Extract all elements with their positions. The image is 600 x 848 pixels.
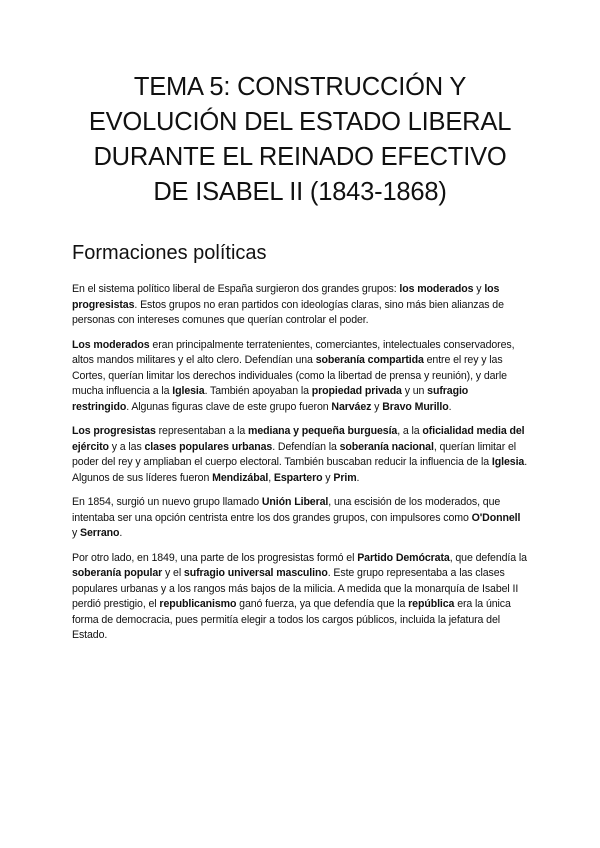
bold-term: república bbox=[408, 598, 455, 610]
bold-term: los progresistas bbox=[72, 283, 500, 311]
text-run: . También apoyaban la bbox=[204, 385, 312, 397]
bold-term: clases populares urbanas bbox=[144, 440, 273, 453]
text-run: . Defendían la bbox=[272, 440, 340, 453]
title-line-2: EVOLUCIÓN DEL ESTADO LIBERAL bbox=[88, 108, 512, 136]
text-run: ganó fuerza, ya que defendía que la bbox=[236, 598, 409, 610]
text-run: . bbox=[448, 400, 452, 413]
text-run: entre el rey y las Cortes, querían limitar los derechos individuales (como la libertad de prensa y reunión), y darle mucha influencia a la bbox=[72, 354, 507, 397]
text-run: . Algunas figuras clave de este grupo fueron bbox=[126, 400, 332, 413]
bold-term: Narváez bbox=[331, 400, 372, 413]
title-line-3: DURANTE EL REINADO EFECTIVO bbox=[93, 143, 507, 171]
bold-term: los moderados bbox=[399, 283, 474, 295]
text-run: era la única forma de democracia, pues permitía elegir a todos los cargos públicos, incluida la jefatura del Estado. bbox=[72, 598, 511, 641]
bold-term: propiedad privada bbox=[311, 385, 402, 397]
document-title bbox=[72, 0, 528, 210]
bold-term: soberanía popular bbox=[72, 567, 163, 579]
text-run: . Este grupo representaba a las clases populares urbanas y a los rangos más bajos de la milicia. A medida que la monarquía de Isabel II perdió prestigio, el bbox=[72, 567, 519, 610]
text-run: y bbox=[473, 283, 485, 295]
bold-term: republicanismo bbox=[159, 598, 237, 610]
text-run: eran principalmente terratenientes, comerciantes, intelectuales conservadores, altos mandos militares y el alto clero. Defendían una bbox=[72, 338, 515, 366]
bold-term: O'Donnell bbox=[471, 511, 521, 524]
text-run: , bbox=[268, 471, 274, 484]
bold-term: Los progresistas bbox=[72, 425, 156, 437]
bold-term: Bravo Murillo bbox=[382, 400, 449, 413]
title-line-1: TEMA 5: CONSTRUCCIÓN Y bbox=[133, 73, 467, 101]
bold-term: soberanía compartida bbox=[315, 354, 424, 366]
bold-term: Iglesia bbox=[491, 456, 525, 468]
text-run: y bbox=[322, 471, 334, 484]
text-run: . Estos grupos no eran partidos con ideologías claras, sino más bien alianzas de personas con intereses comunes que querían controlar el poder. bbox=[72, 298, 504, 326]
text-run: , a la bbox=[397, 425, 423, 437]
bold-term: Serrano bbox=[80, 527, 120, 539]
paragraph-progresistas bbox=[72, 424, 528, 486]
text-run: , que defendía la bbox=[449, 551, 527, 564]
bold-term: sufragio restringido bbox=[72, 385, 469, 413]
bold-term: Prim bbox=[333, 471, 357, 484]
text-run: . Algunos de sus líderes fueron bbox=[72, 456, 528, 484]
bold-term: Mendizábal bbox=[212, 471, 269, 484]
text-run: En 1854, surgió un nuevo grupo llamado bbox=[72, 496, 262, 508]
bold-term: Unión Liberal bbox=[261, 496, 329, 508]
text-run: y bbox=[371, 400, 383, 413]
bold-term: soberanía nacional bbox=[339, 440, 434, 453]
text-run: y a las bbox=[108, 440, 145, 453]
text-run: En el sistema político liberal de España surgieron dos grandes grupos: bbox=[72, 283, 400, 295]
text-run: y el bbox=[162, 567, 184, 579]
section-heading: Formaciones políticas bbox=[72, 242, 267, 264]
paragraph-sistema-politico bbox=[72, 282, 528, 329]
text-run: representaban a la bbox=[155, 425, 249, 437]
bold-term: Espartero bbox=[273, 471, 323, 484]
paragraph-moderados bbox=[72, 338, 528, 416]
text-run: . bbox=[356, 471, 360, 484]
text-run: , querían limitar el poder del rey y ampliaban el cuerpo electoral. También buscaban reducir la influencia de la bbox=[72, 440, 517, 468]
text-run: , una escisión de los moderados, que intentaba ser una opción centrista entre los dos grandes grupos, con impulsores como bbox=[72, 496, 501, 524]
paragraph-partido-democrata bbox=[72, 551, 528, 644]
text-run: y un bbox=[401, 385, 428, 397]
text-run: . bbox=[119, 527, 123, 539]
paragraph-union-liberal bbox=[72, 495, 528, 542]
title-line-4: DE ISABEL II (1843-1868) bbox=[153, 178, 447, 206]
text-run: y bbox=[72, 527, 81, 539]
bold-term: Los moderados bbox=[72, 338, 150, 351]
bold-term: mediana y pequeña burguesía bbox=[248, 425, 398, 437]
bold-term: Iglesia bbox=[172, 385, 205, 397]
bold-term: Partido Demócrata bbox=[357, 551, 450, 564]
bold-term: sufragio universal masculino bbox=[183, 567, 328, 579]
bold-term: oficialidad media del ejército bbox=[72, 425, 525, 453]
text-run: Por otro lado, en 1849, una parte de los progresistas formó el bbox=[72, 551, 358, 564]
